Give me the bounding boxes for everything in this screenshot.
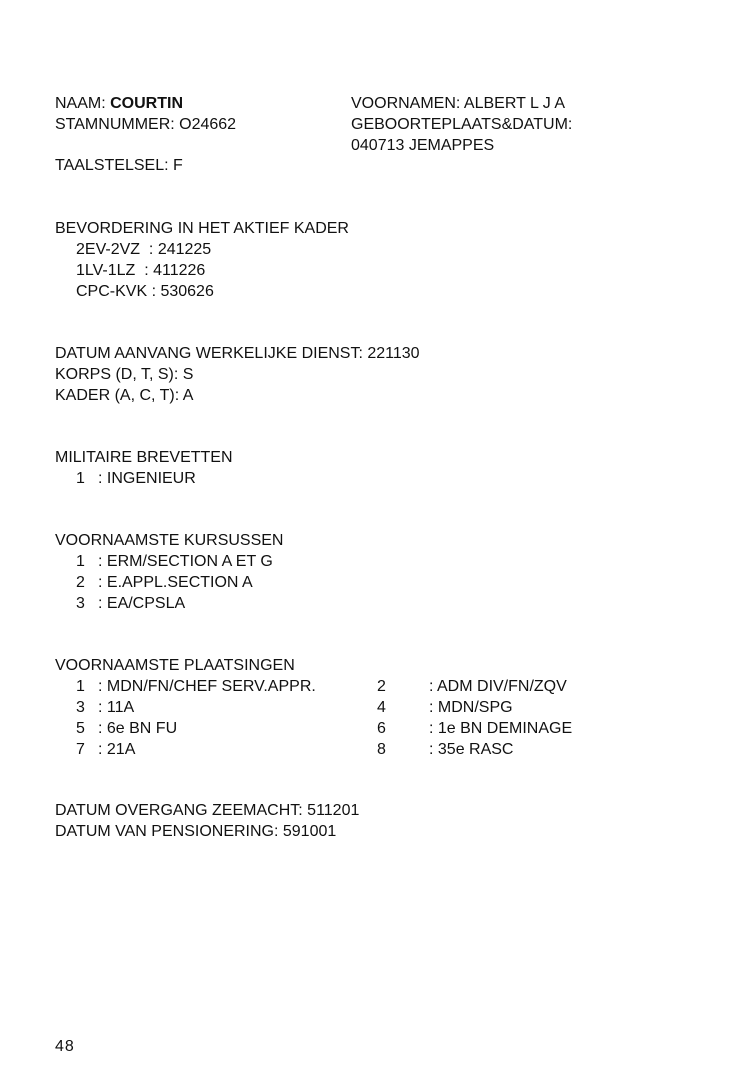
plaatsing-number: 3 — [76, 699, 85, 716]
plaatsing-item — [76, 697, 134, 718]
bevordering-item: 2EV-2VZ : 241225 — [76, 241, 212, 258]
kader: KADER (A, C, T): A — [55, 387, 194, 404]
kursussen-title: VOORNAAMSTE KURSUSSEN — [55, 532, 284, 549]
voornamen: VOORNAMEN: ALBERT L J A — [351, 95, 565, 112]
plaatsing-text: : MDN/FN/CHEF SERV.APPR. — [98, 678, 316, 695]
plaatsing-text: : 21A — [98, 741, 136, 758]
plaatsing-item — [377, 697, 513, 718]
plaatsing-text: : 6e BN FU — [98, 720, 178, 737]
plaatsing-text: : 35e RASC — [429, 741, 514, 758]
brevet-text: : INGENIEUR — [98, 470, 196, 487]
plaatsing-text: : ADM DIV/FN/ZQV — [429, 678, 567, 695]
plaatsing-text: : 1e BN DEMINAGE — [429, 720, 573, 737]
naam-line — [55, 93, 183, 114]
bevordering-title: BEVORDERING IN HET AKTIEF KADER — [55, 220, 349, 237]
plaatsing-number: 2 — [377, 678, 386, 695]
plaatsing-number: 5 — [76, 720, 85, 737]
kursus-number: 3 — [76, 595, 85, 612]
taalstelsel: TAALSTELSEL: F — [55, 157, 183, 174]
plaatsing-text: : 11A — [98, 699, 135, 716]
plaatsing-text: : MDN/SPG — [429, 699, 513, 716]
datum-aanvang: DATUM AANVANG WERKELIJKE DIENST: 221130 — [55, 345, 420, 362]
plaatsing-item — [377, 739, 513, 760]
naam-value: COURTIN — [110, 95, 184, 112]
kursus-text: : E.APPL.SECTION A — [98, 574, 253, 591]
bevordering-item: CPC-KVK : 530626 — [76, 283, 214, 300]
kursus-item — [76, 593, 185, 614]
kursus-text: : ERM/SECTION A ET G — [98, 553, 273, 570]
plaatsing-number: 7 — [76, 741, 85, 758]
kursus-number: 1 — [76, 553, 85, 570]
plaatsing-item — [76, 718, 177, 739]
brevet-item — [76, 468, 196, 489]
geboorte-value: 040713 JEMAPPES — [351, 137, 495, 154]
kursus-number: 2 — [76, 574, 85, 591]
plaatsing-item — [76, 676, 316, 697]
brevet-number: 1 — [76, 470, 85, 487]
kursus-text: : EA/CPSLA — [98, 595, 186, 612]
datum-pensionering: DATUM VAN PENSIONERING: 591001 — [55, 823, 337, 840]
plaatsing-number: 1 — [76, 678, 85, 695]
bevordering-item: 1LV-1LZ : 411226 — [76, 262, 206, 279]
page-number: 48 — [55, 1038, 75, 1055]
plaatsing-number: 6 — [377, 720, 386, 737]
naam-label: NAAM: — [55, 95, 106, 112]
brevetten-title: MILITAIRE BREVETTEN — [55, 449, 233, 466]
plaatsing-number: 8 — [377, 741, 386, 758]
kursus-item — [76, 551, 273, 572]
plaatsing-item — [377, 676, 567, 697]
geboorte-label: GEBOORTEPLAATS&DATUM: — [351, 116, 573, 133]
plaatsing-item — [377, 718, 572, 739]
plaatsing-item — [76, 739, 135, 760]
korps: KORPS (D, T, S): S — [55, 366, 194, 383]
stamnummer: STAMNUMMER: O24662 — [55, 116, 237, 133]
plaatsing-number: 4 — [377, 699, 386, 716]
datum-overgang: DATUM OVERGANG ZEEMACHT: 511201 — [55, 802, 360, 819]
plaatsingen-title: VOORNAAMSTE PLAATSINGEN — [55, 657, 295, 674]
kursus-item — [76, 572, 253, 593]
